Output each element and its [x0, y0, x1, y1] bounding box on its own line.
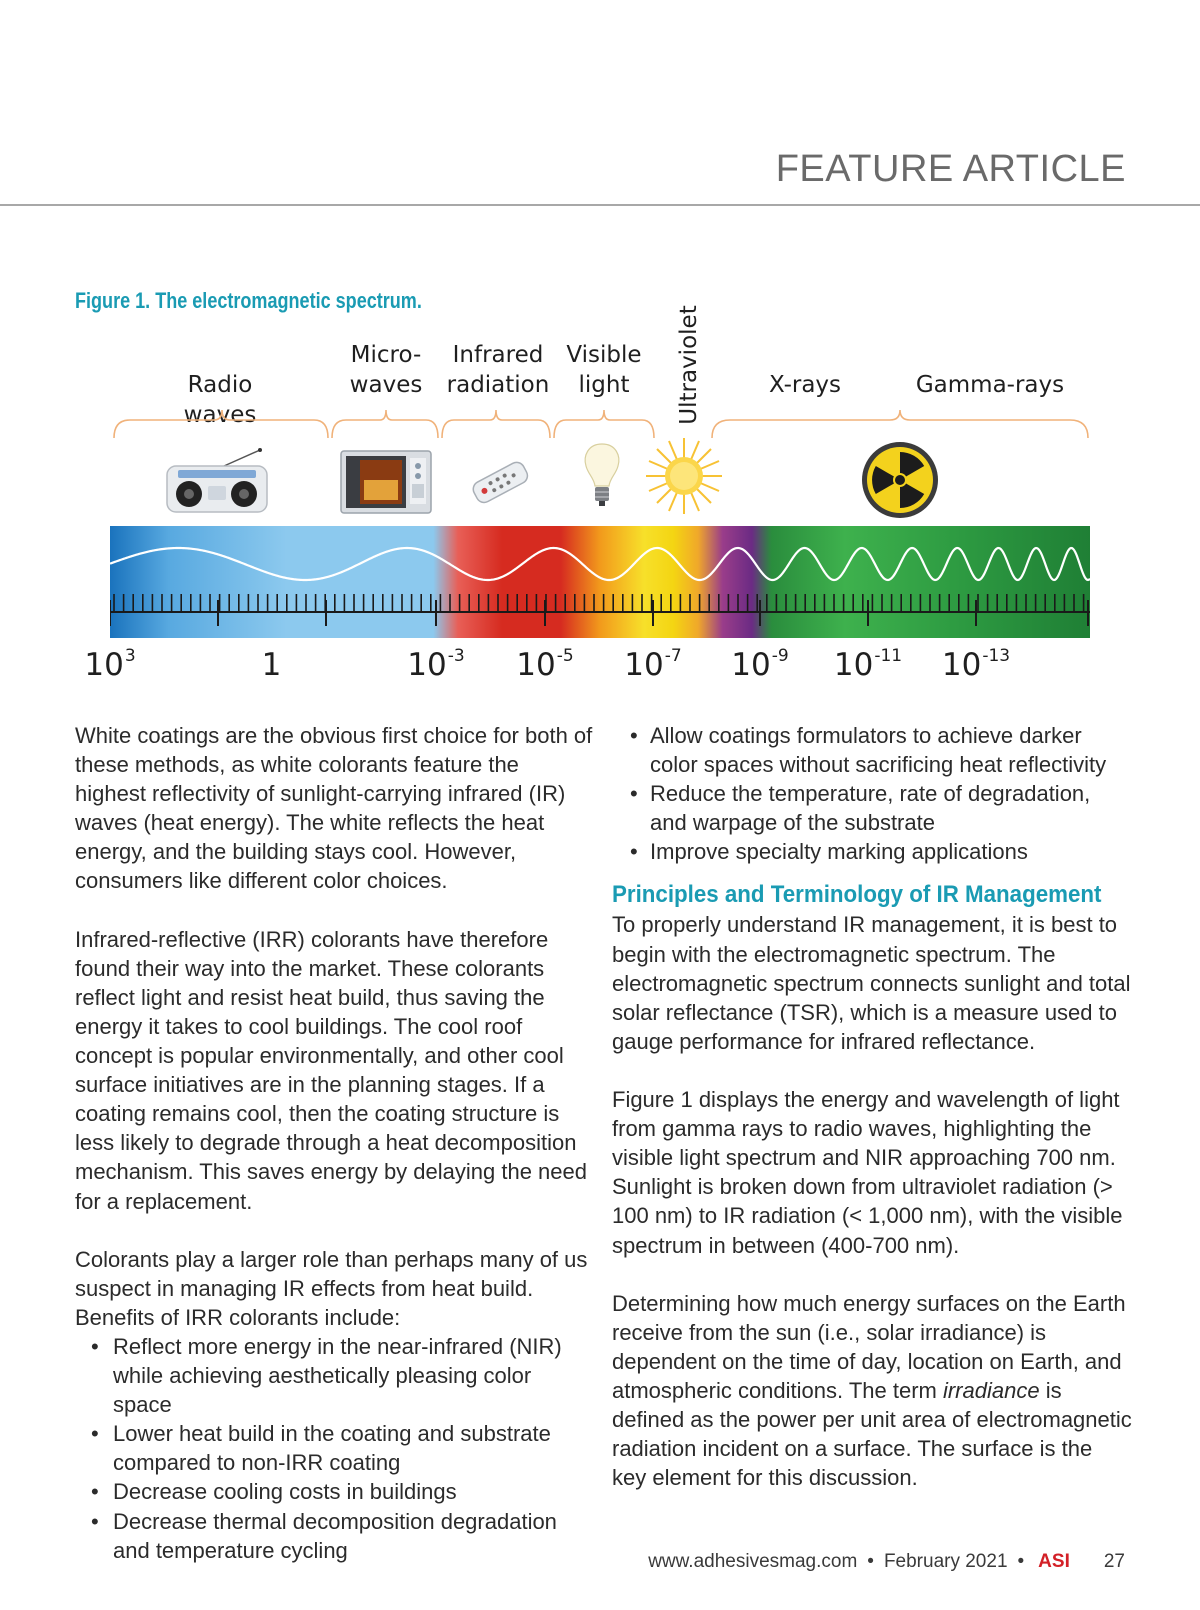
bracket-infrared: [442, 410, 550, 438]
paragraph: Colorants play a larger role than perhaps many of us suspect in managing IR effects from heat build. Benefits of IRR colorants include:: [75, 1246, 588, 1330]
tick-label: 1: [261, 647, 282, 683]
band-label-visible: Visible light: [566, 342, 642, 398]
microwave-icon: [340, 450, 432, 514]
tick-label: $10^{-3}$: [407, 646, 465, 683]
list-item: • Lower heat build in the coating and substrate compared to non-IRR coating: [75, 1419, 593, 1477]
list-item: • Decrease cooling costs in buildings: [75, 1477, 593, 1506]
tick-label: $10^{-13}$: [941, 646, 1011, 683]
footer-url[interactable]: www.adhesivesmag.com: [648, 1551, 858, 1572]
figure-caption: Figure 1. The electromagnetic spectrum.: [75, 288, 422, 313]
section-label: FEATURE ARTICLE: [775, 148, 1126, 190]
paragraph: White coatings are the obvious first choice for both of these methods, as white colorants feature the highest reflectivity of sunlight-carrying infrared (IR) waves (heat energy). The white reflects the heat energy, and the building stays cool. However, consumers like different color choices.: [75, 723, 593, 894]
list-item: • Improve specialty marking applications: [612, 837, 1132, 866]
left-column: [75, 721, 593, 1565]
paragraph: Determining how much energy surfaces on the Earth receive from the sun (i.e., solar irradiance) is dependent on the time of day, location on Earth, and atmospheric conditions. The term irradiance is defined as the power per unit area of electromagnetic radiation incident on a surface. The surface is the key element for this discussion.: [612, 1290, 1132, 1491]
list-item: • Allow coatings formulators to achieve darker color spaces without sacrificing heat reflectivity: [612, 721, 1132, 779]
tick-label: $10^{-7}$: [624, 646, 682, 683]
radio-icon: [164, 446, 272, 516]
benefits-list: [75, 1332, 593, 1565]
footer-brand: ASI: [1038, 1551, 1070, 1572]
band-label-microwaves: Micro- waves: [349, 342, 423, 398]
bracket-xray-gamma: [712, 410, 1088, 438]
light-bulb-icon: [580, 440, 624, 512]
list-item: • Reflect more energy in the near-infrared (NIR) while achieving aesthetically pleasing color space: [75, 1332, 593, 1419]
bracket-visible: [554, 410, 654, 438]
paragraph: Figure 1 displays the energy and wavelength of light from gamma rays to radio waves, highlighting the visible light spectrum and NIR approaching 700 nm. Sunlight is broken down from ultraviolet radiation (> 100 nm) to IR radiation (< 1,000 nm), with the visible spectrum in between (400-700 nm).: [612, 1087, 1123, 1258]
page-footer: www.adhesivesmag.com • February 2021 • ASI 27: [648, 1551, 1125, 1572]
tick-label: $10^{-5}$: [516, 646, 574, 683]
footer-date: February 2021: [883, 1551, 1008, 1572]
paragraph: Infrared-reflective (IRR) colorants have therefore found their way into the market. These colorants reflect light and resist heat build, thus saving the energy it takes to cool buildings. The cool roof concept is popular environmentally, and other cool surface initiatives are in the planning stages. If a coating remains cool, then the coating structure is less likely to degrade through a heat decomposition mechanism. This saves energy by delaying the need for a replacement.: [75, 926, 587, 1214]
band-label-ultraviolet: Ultraviolet: [676, 305, 702, 425]
tick-label: $10^3$: [84, 646, 136, 683]
band-label-infrared: Infrared radiation: [446, 342, 550, 398]
spectrum-major-ticks: [110, 600, 1090, 640]
section-heading: Principles and Terminology of IR Management: [612, 881, 1102, 909]
list-item: • Reduce the temperature, rate of degradation, and warpage of the substrate: [612, 779, 1132, 837]
band-label-xrays: X-rays: [768, 372, 842, 398]
benefits-list-continued: [612, 721, 1132, 866]
band-label-radio: Radio waves: [183, 372, 257, 428]
right-column: [612, 721, 1132, 1492]
remote-control-icon: [466, 458, 532, 506]
page-number: 27: [1103, 1551, 1125, 1572]
tick-label: $10^{-9}$: [731, 646, 789, 683]
paragraph: To properly understand IR management, it is best to begin with the electromagnetic spectrum. The electromagnetic spectrum connects sunlight and total solar reflectance (TSR), which is a measure used to gauge performance for infrared reflectance.: [612, 912, 1131, 1054]
sun-icon: [644, 436, 724, 516]
radiation-icon: [860, 440, 940, 520]
band-brackets: [0, 0, 1200, 450]
list-item: • Decrease thermal decomposition degradation and temperature cycling: [75, 1507, 593, 1565]
band-label-gamma: Gamma-rays: [915, 372, 1065, 398]
tick-label: $10^{-11}$: [833, 646, 903, 683]
bracket-radio: [114, 410, 328, 438]
bracket-microwaves: [332, 410, 438, 438]
